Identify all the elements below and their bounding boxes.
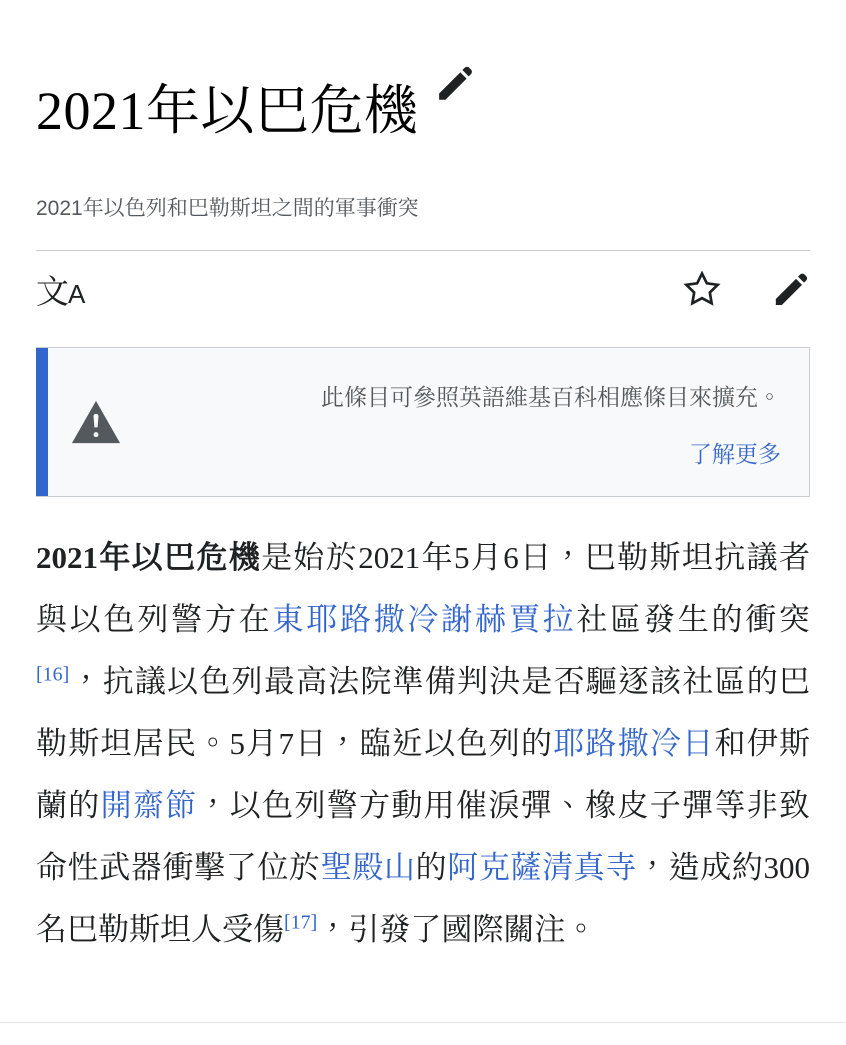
link-temple-mount[interactable]: 聖殿山 <box>320 849 416 885</box>
link-jerusalem-day[interactable]: 耶路撒冷日 <box>553 725 715 761</box>
page-title: 2021年以巴危機 <box>36 81 419 142</box>
toolbar-left <box>36 273 85 311</box>
lead-text-2: 社區發生的衝突 <box>576 601 811 637</box>
edit-pencil-icon[interactable] <box>770 269 810 314</box>
lead-text-5: ，以色列警方動用催淚彈、橡皮子彈等非致命性武器衝擊了位於 <box>36 787 811 885</box>
lead-text-7: ，造成約300名巴勒斯坦人受傷 <box>36 849 811 947</box>
bottom-divider <box>0 1022 846 1023</box>
link-al-aqsa-mosque[interactable]: 阿克薩清真寺 <box>447 849 638 885</box>
link-eid-al-fitr[interactable]: 開齋節 <box>100 787 198 823</box>
lead-bold-title: 2021年以巴危機 <box>36 539 262 575</box>
lead-text-3: ，抗議以色列最高法院準備判決是否驅逐該社區的巴勒斯坦居民。5月7日，臨近以色列的 <box>36 663 810 761</box>
notice-accent-bar <box>36 348 48 496</box>
language-icon[interactable]: 文A <box>36 273 85 311</box>
warning-icon <box>48 348 144 496</box>
lead-text-4: 和伊斯蘭的 <box>36 725 810 823</box>
page-subtitle: 2021年以色列和巴勒斯坦之間的軍事衝突 <box>36 197 419 221</box>
lead-text-1: 是始於2021年5月6日，巴勒斯坦抗議者與以色列警方在 <box>36 539 811 637</box>
toolbar-right <box>634 269 810 314</box>
notice-text: 此條目可參照英語維基百科相應條目來擴充。 <box>321 383 781 410</box>
learn-more-link[interactable]: 了解更多 <box>689 441 781 467</box>
article-toolbar <box>36 251 810 333</box>
edit-title-icon[interactable] <box>433 62 475 109</box>
watch-star-icon[interactable] <box>682 269 722 314</box>
expand-notice-box <box>36 347 810 497</box>
lead-paragraph <box>36 527 810 961</box>
reference-17[interactable]: [17] <box>284 911 318 934</box>
notice-body <box>144 348 809 496</box>
link-sheikh-jarrah[interactable]: 東耶路撒冷謝赫賈拉 <box>272 601 577 637</box>
lead-text-6: 的 <box>415 849 448 885</box>
reference-16[interactable]: [16] <box>36 663 70 686</box>
title-row <box>36 0 810 178</box>
lead-text-8: ，引發了國際關注。 <box>317 911 597 947</box>
